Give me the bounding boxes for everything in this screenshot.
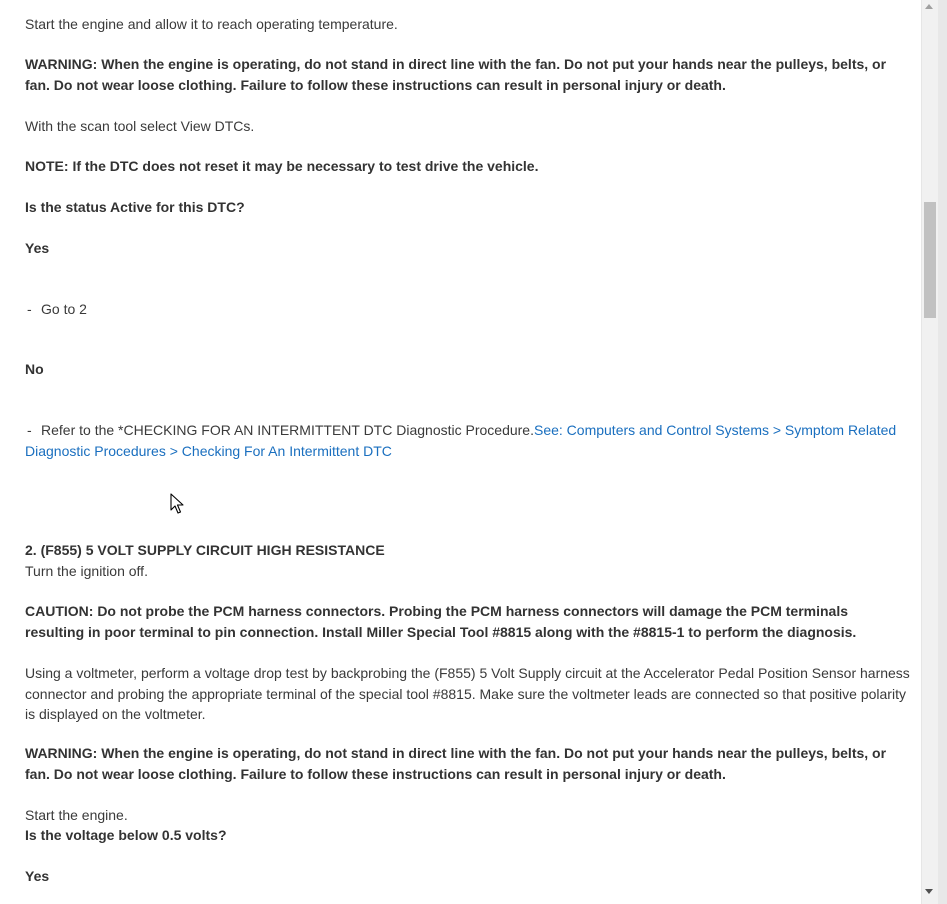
dash-bullet: - xyxy=(27,422,32,438)
answer-no-label: No xyxy=(25,361,44,377)
warning-fan-safety: WARNING: When the engine is operating, do not stand in direct line with the fan. Do not put your hands near the pulleys, belts, or fan. Do not wear loose clothing. Failure to follow these instructions can result in personal injury or death. xyxy=(25,56,887,93)
question-status-active: Is the status Active for this DTC? xyxy=(25,199,245,215)
scrollbar-thumb[interactable] xyxy=(924,202,936,318)
instruction-start-engine-warm: Start the engine and allow it to reach operating temperature. xyxy=(25,16,398,32)
go-to-step-text: Go to 2 xyxy=(41,301,87,317)
scroll-up-arrow-icon[interactable] xyxy=(925,4,933,9)
warning-fan-safety-2: WARNING: When the engine is operating, do not stand in direct line with the fan. Do not put your hands near the pulleys, belts, or fan. Do not wear loose clothing. Failure to follow these instructions can result in personal injury or death. xyxy=(25,745,887,782)
note-test-drive: NOTE: If the DTC does not reset it may be necessary to test drive the vehicle. xyxy=(25,158,539,174)
intermittent-dtc-link[interactable]: See: Computers and Control Systems > Symptom Related Diagnostic Procedures > Checking For An Intermittent DTC xyxy=(25,422,897,459)
refer-procedure-text: Refer to the *CHECKING FOR AN INTERMITTENT DTC Diagnostic Procedure. xyxy=(41,422,534,438)
instruction-ignition-off: Turn the ignition off. xyxy=(25,563,148,579)
vertical-scrollbar[interactable] xyxy=(921,0,938,904)
step-2-title: 2. (F855) 5 VOLT SUPPLY CIRCUIT HIGH RESISTANCE xyxy=(25,542,385,558)
caution-pcm-probing: CAUTION: Do not probe the PCM harness connectors. Probing the PCM harness connectors will damage the PCM terminals resulting in poor terminal to pin connection. Install Miller Special Tool #8815 along with the #8815-1 to perform the diagnosis. xyxy=(25,603,857,640)
instruction-view-dtcs: With the scan tool select View DTCs. xyxy=(25,118,255,134)
answer-no-action xyxy=(25,420,910,461)
dash-bullet: - xyxy=(27,301,32,317)
scroll-down-arrow-icon[interactable] xyxy=(925,889,933,894)
instruction-start-engine: Start the engine. xyxy=(25,807,128,823)
question-voltage-below: Is the voltage below 0.5 volts? xyxy=(25,827,227,843)
window-edge xyxy=(938,0,947,904)
answer-yes-label: Yes xyxy=(25,240,50,256)
answer-yes-action xyxy=(25,299,910,320)
mouse-pointer-icon xyxy=(170,493,184,515)
instruction-voltage-drop-test: Using a voltmeter, perform a voltage drop test by backprobing the (F855) 5 Volt Supply circuit at the Accelerator Pedal Position Sensor harness connector and probing the appropriate terminal of the special tool #8815. Make sure the voltmeter leads are connected so that positive polarity is displayed on the voltmeter. xyxy=(25,665,910,722)
answer-yes-label-2: Yes xyxy=(25,868,50,884)
